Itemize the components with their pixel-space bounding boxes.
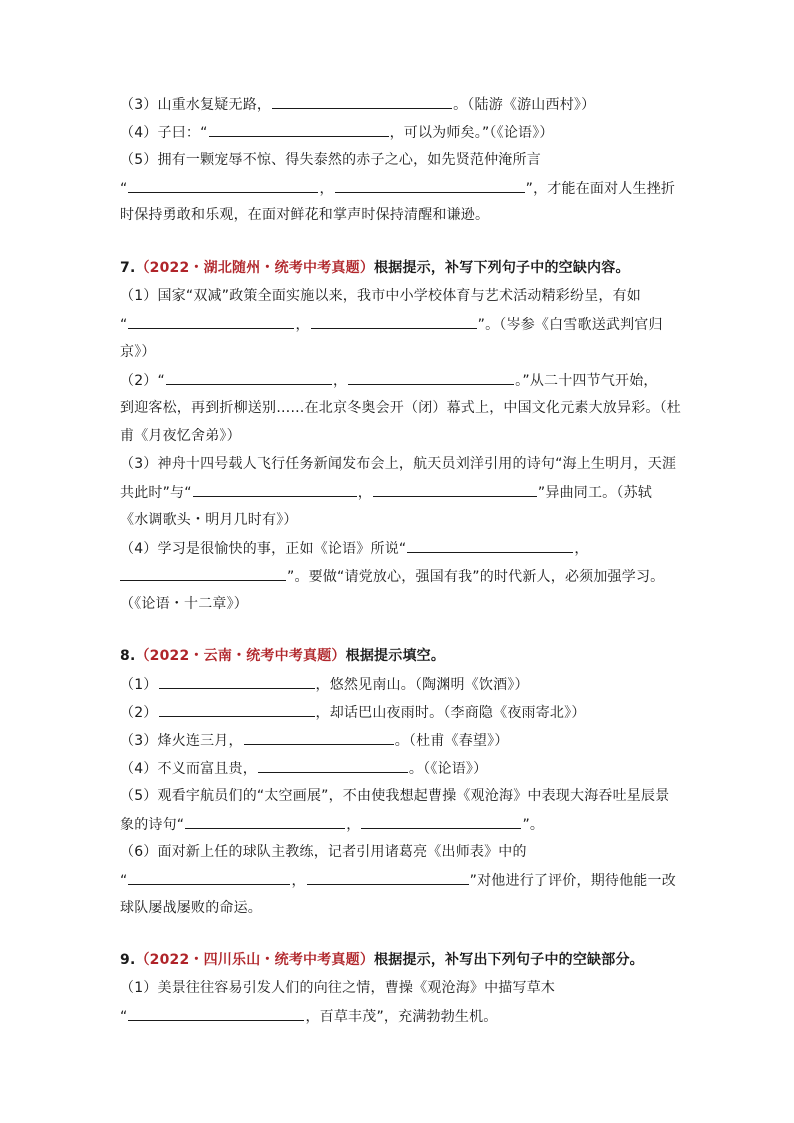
q8-item-1: （1） ，悠然见南山。（陶渊明《饮酒》）	[120, 674, 529, 695]
answer-blank[interactable]	[272, 94, 452, 109]
q8-item-3: （3）烽火连三月， 。（杜甫《春望》）	[120, 730, 509, 751]
q8-item-5-line-2: 象的诗句“ ， ”。	[120, 814, 544, 835]
q7-item-3-line-2: 共此时”与“ ， ”异曲同工。（苏轼	[120, 482, 652, 503]
answer-blank[interactable]	[335, 178, 525, 193]
q8-item-4: （4）不义而富且贵， 。（《论语》）	[120, 758, 487, 779]
q6-item-5-line-3: 时保持勇敢和乐观，在面对鲜花和掌声时保持清醒和谦逊。	[120, 207, 490, 223]
answer-blank[interactable]	[209, 122, 389, 137]
q7-item-2-line-1: （2）“ ， 。”从二十四节气开始，	[120, 370, 658, 391]
answer-blank[interactable]	[193, 482, 357, 497]
q8-item-6-line-2: “ ， ”对他进行了评价，期待他能一改	[120, 870, 676, 891]
answer-blank[interactable]	[128, 178, 318, 193]
answer-blank[interactable]	[128, 314, 294, 329]
answer-blank[interactable]	[159, 702, 315, 717]
q9-item-1-line-1: （1）美景往往容易引发人们的向往之情，曹操《观沧海》中描写草木	[120, 980, 556, 996]
q8-item-5-line-1: （5）观看宇航员们的“太空画展”，不由使我想起曹操《观沧海》中表现大海吞吐星辰景	[120, 788, 670, 804]
q8-heading: 8.（2022・云南・统考中考真题）根据提示填空。	[120, 648, 446, 664]
q7-item-1-line-3: 京》）	[120, 344, 156, 360]
q7-item-2-line-2: 到迎客松，再到折柳送别……在北京冬奥会开（闭）幕式上，中国文化元素大放异彩。（杜	[120, 400, 681, 416]
answer-blank[interactable]	[185, 814, 345, 829]
answer-blank[interactable]	[311, 314, 477, 329]
q7-item-3-line-1: （3）神舟十四号载人飞行任务新闻发布会上，航天员刘洋引用的诗句“海上生明月，天涯	[120, 456, 677, 472]
answer-blank[interactable]	[258, 758, 408, 773]
q7-item-2-line-3: 甫《月夜忆舍弟》）	[120, 428, 241, 444]
q7-item-1-line-1: （1）国家“双减”政策全面实施以来，我市中小学校体育与艺术活动精彩纷呈，有如	[120, 288, 642, 304]
answer-blank[interactable]	[166, 370, 332, 385]
answer-blank[interactable]	[361, 814, 521, 829]
q9-heading: 9.（2022・四川乐山・统考中考真题）根据提示，补写出下列句子中的空缺部分。	[120, 952, 644, 968]
answer-blank[interactable]	[244, 730, 394, 745]
q7-item-1-line-2: “ ， ”。（岑参《白雪歌送武判官归	[120, 314, 663, 335]
answer-blank[interactable]	[307, 870, 469, 885]
q8-item-6-line-3: 球队屡战屡败的命运。	[120, 900, 262, 916]
answer-blank[interactable]	[373, 482, 537, 497]
q7-heading: 7.（2022・湖北随州・统考中考真题）根据提示，补写下列句子中的空缺内容。	[120, 260, 630, 276]
q7-source: （2022・湖北随州・统考中考真题）	[135, 260, 375, 276]
q7-item-4-line-2: ”。要做“请党放心，强国有我”的时代新人，必须加强学习。	[120, 566, 664, 587]
answer-blank[interactable]	[348, 370, 514, 385]
answer-blank[interactable]	[159, 674, 315, 689]
q6-item-5-line-1: （5）拥有一颗宠辱不惊、得失泰然的赤子之心，如先贤范仲淹所言	[120, 152, 541, 168]
q6-item-3: （3）山重水复疑无路， 。（陆游《游山西村》）	[120, 94, 595, 115]
q9-source: （2022・四川乐山・统考中考真题）	[135, 952, 375, 968]
q6-item-5-line-2: “ ， ”，才能在面对人生挫折	[120, 178, 675, 199]
q8-source: （2022・云南・统考中考真题）	[135, 648, 346, 664]
answer-blank[interactable]	[128, 1006, 304, 1021]
q8-item-2: （2） ，却话巴山夜雨时。（李商隐《夜雨寄北》）	[120, 702, 586, 723]
answer-blank[interactable]	[407, 538, 573, 553]
q7-item-3-line-3: 《水调歌头・明月几时有》）	[120, 512, 298, 528]
q6-item-4: （4）子曰：“ ，可以为师矣。”（《论语》）	[120, 122, 554, 143]
q9-item-1-line-2: “ ，百草丰茂”，充满勃勃生机。	[120, 1006, 498, 1027]
q7-item-4-line-1: （4）学习是很愉快的事，正如《论语》所说“ ，	[120, 538, 589, 559]
q8-item-6-line-1: （6）面对新上任的球队主教练，记者引用诸葛亮《出师表》中的	[120, 844, 527, 860]
answer-blank[interactable]	[120, 566, 286, 581]
answer-blank[interactable]	[128, 870, 290, 885]
q7-item-4-line-3: （《论语・十二章》）	[120, 596, 248, 612]
